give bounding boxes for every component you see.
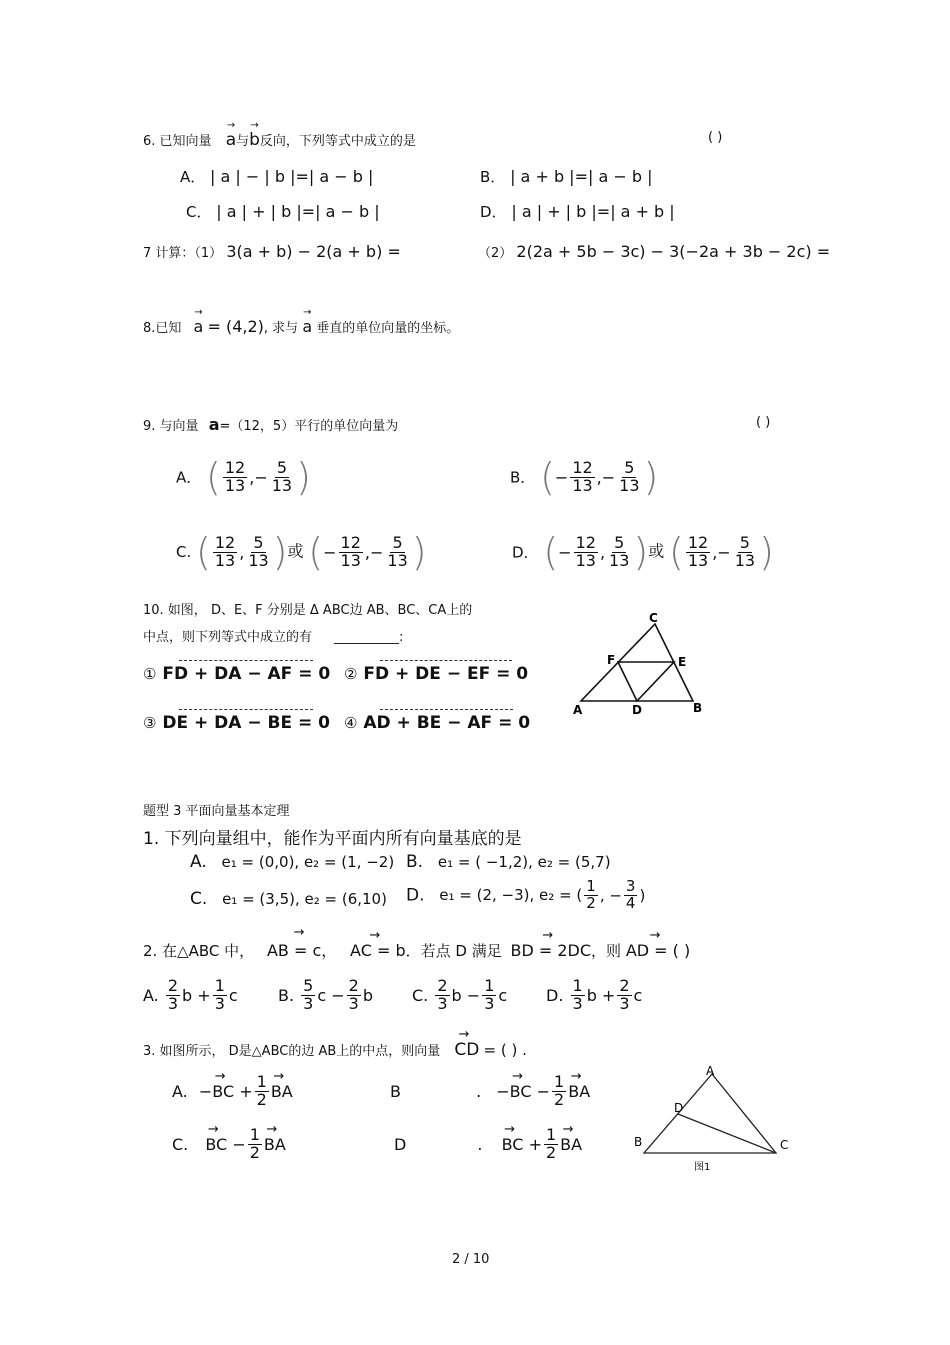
- s3-q2-option-d: D. $\frac{1}{3}$ b + $\frac{2}{3}$ c: [546, 976, 643, 1013]
- q6-option-a: A． | a | − | b |=| a − b |: [180, 167, 374, 186]
- q9-option-a: A． ( $\frac{12}{13}$ , − $\frac{5}{13}$ ): [176, 455, 311, 499]
- q9-answer-paren: ( ): [756, 415, 771, 430]
- q7-part2: （2） 2(2a + 5b − 3c) − 3(−2a + 3b − 2c) =: [478, 242, 831, 261]
- s3-q2-option-a: A. $\frac{2}{3}$ b + $\frac{1}{3}$ c: [143, 976, 238, 1013]
- fig-label-f: F: [607, 653, 616, 667]
- s3-q2-option-b: B. $\frac{5}{3}$ c − $\frac{2}{3}$ b: [278, 976, 373, 1013]
- q9-stem: 9. 与向量 a=（12，5）平行的单位向量为: [143, 415, 399, 434]
- q10-option-4: ④ AD + BE − AF = 0: [344, 713, 531, 733]
- page-number: 2 / 10: [452, 1252, 490, 1267]
- s3-q1-option-a: A. e₁ = (0,0), e₂ = (1, −2): [190, 852, 395, 872]
- q10-line2: 中点，则下列等式中成立的有 __________:: [143, 630, 404, 645]
- q6-option-d: D． | a | + | b |=| a + b |: [480, 202, 675, 221]
- s3-q2-stem: 2. 在△ABC 中， → AB = c， → AC = b．若点 D 满足 → BD = 2DC，则 → AD = ( ): [143, 938, 690, 961]
- s3-q2-option-c: C. $\frac{2}{3}$ b − $\frac{1}{3}$ c: [412, 976, 508, 1013]
- fig-label-a: A: [573, 703, 583, 717]
- q8-text: 8.已知 → a = (4,2), 求与 → a 垂直的单位向量的坐标。: [143, 317, 459, 336]
- q6-option-b: B． | a + b |=| a − b |: [480, 167, 653, 186]
- fig2-caption: 图1: [694, 1162, 711, 1173]
- s3-q1-option-b: B. e₁ = ( −1,2), e₂ = (5,7): [406, 852, 611, 872]
- q6-option-c: C． | a | + | b |=| a − b |: [186, 202, 380, 221]
- s3-q3-option-c: C. → BC − $\frac{1}{2}$ → BA: [172, 1127, 286, 1162]
- s3-q3-option-d: D . → BC + $\frac{1}{2}$ → BA: [394, 1127, 582, 1162]
- q9-option-c: C. ( $\frac{12}{13}$ , $\frac{5}{13}$ ) 或 ( − $\frac{12}{13}$ , − $\frac{5}{13}$ ): [176, 530, 427, 574]
- q6-stem: 6. 已知向量 → a与→ b反向，下列等式中成立的是: [143, 130, 416, 150]
- s3-q3-option-a: A. −→ BC + $\frac{1}{2}$ → BA: [172, 1074, 293, 1109]
- fig-label-b: B: [693, 701, 703, 715]
- fig2-label-d: D: [674, 1101, 684, 1115]
- s3-q3-option-b: B . −→ BC − $\frac{1}{2}$ → BA: [390, 1074, 590, 1109]
- q10-triangle-figure: [565, 608, 715, 723]
- s3-q1-stem: 1. 下列向量组中，能作为平面内所有向量基底的是: [143, 829, 522, 849]
- q7-part1: 7 计算：（1） 3(a + b) − 2(a + b) =: [143, 242, 401, 261]
- fig2-label-c: C: [780, 1138, 789, 1152]
- fig-label-e: E: [678, 655, 687, 669]
- q10-option-3: ③ DE + DA − BE = 0: [143, 713, 331, 733]
- section3-title: 题型 3 平面向量基本定理: [143, 804, 290, 819]
- q6-answer-paren: ( ): [708, 130, 723, 145]
- fig-label-d: D: [632, 703, 642, 717]
- fig-label-c: C: [649, 611, 658, 625]
- fig2-label-a: A: [706, 1064, 715, 1078]
- q10-option-2: ② FD + DE − EF = 0: [344, 664, 529, 684]
- s3-q1-option-c: C. e₁ = (3,5), e₂ = (6,10): [190, 889, 387, 909]
- q10-line1: 10. 如图， D、E、F 分别是 Δ ABC边 AB、BC、CA上的: [143, 603, 473, 618]
- q3-triangle-figure: [630, 1062, 795, 1177]
- s3-q3-stem: 3. 如图所示， D是△ABC的边 AB上的中点，则向量 → CD = ( ) .: [143, 1040, 527, 1060]
- q9-option-b: B． ( − $\frac{12}{13}$ , − $\frac{5}{13}$ ): [510, 455, 659, 499]
- fig2-label-b: B: [634, 1135, 643, 1149]
- q10-option-1: ① FD + DA − AF = 0: [143, 664, 331, 684]
- s3-q1-option-d: D. e₁ = (2, −3), e₂ = ( $\frac{1}{2}$ , − $\frac{3}{4}$ ): [406, 877, 646, 912]
- q9-option-d: D． ( − $\frac{12}{13}$ , $\frac{5}{13}$ ) 或 ( $\frac{12}{13}$ , − $\frac{5}{13}$ ): [512, 530, 774, 574]
